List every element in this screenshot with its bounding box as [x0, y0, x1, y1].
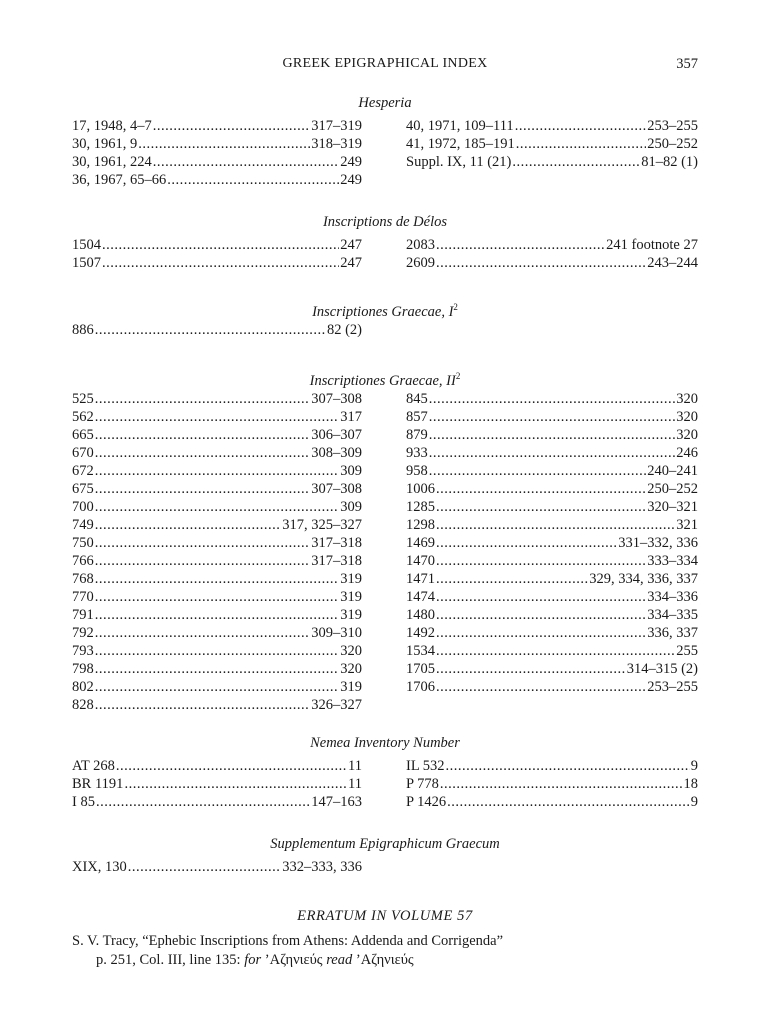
- index-entry: [406, 570, 698, 588]
- index-entry: [406, 480, 698, 498]
- dot-leader: [436, 480, 646, 498]
- dot-leader: [102, 254, 339, 272]
- entry-reference: 1706: [406, 679, 435, 695]
- entry-reference: 2609: [406, 255, 435, 271]
- index-column-left: [72, 321, 362, 339]
- entry-pages: 11: [348, 758, 362, 774]
- index-entry: [406, 426, 698, 444]
- entry-reference: 793: [72, 643, 94, 659]
- index-entry: [72, 606, 362, 624]
- index-entry: [406, 498, 698, 516]
- index-entry: [406, 462, 698, 480]
- index-entry: [72, 552, 362, 570]
- index-entry: [406, 153, 698, 171]
- index-page: [72, 0, 698, 1024]
- index-entry: [72, 321, 362, 339]
- erratum-section: [72, 906, 698, 970]
- entry-reference: 30, 1961, 224: [72, 154, 152, 170]
- dot-leader: [446, 757, 690, 775]
- index-entry: [72, 534, 362, 552]
- entry-reference: 1504: [72, 237, 101, 253]
- index-entry: [72, 498, 362, 516]
- index-section: [72, 297, 698, 339]
- index-entry: [72, 678, 362, 696]
- entry-pages: 320–321: [647, 499, 698, 515]
- entry-reference: 1534: [406, 643, 435, 659]
- entry-reference: AT 268: [72, 758, 115, 774]
- entry-reference: 1480: [406, 607, 435, 623]
- dot-leader: [95, 408, 340, 426]
- entry-reference: 1285: [406, 499, 435, 515]
- entry-pages: 9: [690, 758, 698, 774]
- index-entry: [72, 426, 362, 444]
- dot-leader: [436, 236, 605, 254]
- entry-pages: 9: [690, 794, 698, 810]
- entry-reference: 670: [72, 445, 94, 461]
- index-entry: [406, 390, 698, 408]
- dot-leader: [95, 498, 340, 516]
- entry-pages: 253–255: [647, 679, 698, 695]
- entry-pages: 320: [676, 391, 698, 407]
- entry-reference: 665: [72, 427, 94, 443]
- entry-pages: 241 footnote 27: [606, 237, 698, 253]
- index-entry: [72, 254, 362, 272]
- index-entry: [72, 117, 362, 135]
- entry-pages: 319: [340, 607, 362, 623]
- index-entry: [72, 153, 362, 171]
- section-title: [72, 733, 698, 753]
- index-section: [72, 93, 698, 189]
- entry-reference: 791: [72, 607, 94, 623]
- dot-leader: [95, 624, 311, 642]
- dot-leader: [95, 642, 340, 660]
- entry-pages: 319: [340, 571, 362, 587]
- entry-pages: 334–335: [647, 607, 698, 623]
- entry-reference: 36, 1967, 65–66: [72, 172, 167, 188]
- dot-leader: [436, 660, 626, 678]
- entry-reference: BR 1191: [72, 776, 124, 792]
- entry-reference: 792: [72, 625, 94, 641]
- entry-pages: 11: [348, 776, 362, 792]
- dot-leader: [95, 462, 340, 480]
- index-entry: [406, 642, 698, 660]
- entry-reference: 525: [72, 391, 94, 407]
- section-title: [72, 93, 698, 113]
- dot-leader: [153, 153, 340, 171]
- entry-pages: 317, 325–327: [282, 517, 362, 533]
- entry-reference: 802: [72, 679, 94, 695]
- entry-pages: 253–255: [647, 118, 698, 134]
- dot-leader: [429, 390, 676, 408]
- index-entry: [406, 534, 698, 552]
- dot-leader: [116, 757, 347, 775]
- dot-leader: [512, 153, 640, 171]
- entry-pages: 82 (2): [326, 322, 362, 338]
- entry-pages: 317: [340, 409, 362, 425]
- entry-pages: 334–336: [647, 589, 698, 605]
- entry-pages: 314–315 (2): [626, 661, 698, 677]
- dot-leader: [95, 444, 311, 462]
- index-entry: [406, 678, 698, 696]
- entry-reference: IL 532: [406, 758, 445, 774]
- dot-leader: [516, 135, 647, 153]
- index-column-left: [72, 236, 362, 272]
- entry-pages: 320: [676, 409, 698, 425]
- section-title-superscript: 2: [455, 371, 461, 381]
- section-title: [72, 834, 698, 854]
- index-section: [72, 834, 698, 876]
- entry-reference: 30, 1961, 9: [72, 136, 138, 152]
- dot-leader: [95, 480, 311, 498]
- index-entry: [406, 793, 698, 811]
- entry-pages: 147–163: [311, 794, 362, 810]
- index-entry: [406, 552, 698, 570]
- index-column-left: [72, 757, 362, 811]
- erratum-read-label: read: [326, 952, 353, 968]
- index-section: [72, 733, 698, 811]
- index-entry: [406, 444, 698, 462]
- running-header: [72, 56, 698, 76]
- entry-reference: XIX, 130: [72, 859, 127, 875]
- index-entry: [406, 135, 698, 153]
- dot-leader: [95, 606, 340, 624]
- section-title-text: Hesperia: [358, 95, 412, 111]
- index-entry: [72, 480, 362, 498]
- section-title: [72, 366, 698, 389]
- entry-pages: 81–82 (1): [641, 154, 698, 170]
- index-entry: [72, 171, 362, 189]
- dot-leader: [95, 678, 340, 696]
- entry-reference: 1705: [406, 661, 435, 677]
- index-entry: [406, 516, 698, 534]
- entry-pages: 247: [340, 237, 362, 253]
- dot-leader: [95, 552, 311, 570]
- dot-leader: [429, 426, 676, 444]
- entry-pages: 317–318: [311, 553, 362, 569]
- dot-leader: [436, 588, 646, 606]
- dot-leader: [515, 117, 647, 135]
- entry-reference: 798: [72, 661, 94, 677]
- dot-leader: [436, 552, 646, 570]
- entry-pages: 306–307: [311, 427, 362, 443]
- index-entry: [72, 570, 362, 588]
- entry-reference: 768: [72, 571, 94, 587]
- section-title-text: Inscriptiones Graecae, I: [312, 304, 454, 320]
- index-entry: [72, 624, 362, 642]
- entry-reference: 766: [72, 553, 94, 569]
- dot-leader: [167, 171, 339, 189]
- entry-reference: 1471: [406, 571, 435, 587]
- entry-reference: 1492: [406, 625, 435, 641]
- index-column-left: [72, 858, 362, 876]
- dot-leader: [95, 660, 340, 678]
- index-entry: [72, 462, 362, 480]
- index-entry: [406, 254, 698, 272]
- entry-reference: P 1426: [406, 794, 447, 810]
- dot-leader: [95, 516, 282, 534]
- entry-reference: 40, 1971, 109–111: [406, 118, 514, 134]
- dot-leader: [436, 534, 617, 552]
- dot-leader: [436, 254, 646, 272]
- entry-reference: 845: [406, 391, 428, 407]
- index-entry: [72, 775, 362, 793]
- entry-reference: 933: [406, 445, 428, 461]
- entry-reference: I 85: [72, 794, 95, 810]
- index-entry: [72, 660, 362, 678]
- entry-pages: 336, 337: [647, 625, 698, 641]
- index-column-right: [406, 757, 698, 811]
- entry-pages: 331–332, 336: [618, 535, 698, 551]
- entry-reference: 750: [72, 535, 94, 551]
- entry-reference: 1470: [406, 553, 435, 569]
- entry-reference: 857: [406, 409, 428, 425]
- dot-leader: [95, 426, 311, 444]
- index-entry: [406, 624, 698, 642]
- entry-pages: 243–244: [647, 255, 698, 271]
- index-entry: [72, 588, 362, 606]
- index-section: [72, 366, 698, 714]
- dot-leader: [96, 793, 310, 811]
- section-title-text: Nemea Inventory Number: [310, 735, 460, 751]
- index-entry: [406, 236, 698, 254]
- entry-reference: 1006: [406, 481, 435, 497]
- dot-leader: [436, 678, 646, 696]
- dot-leader: [95, 696, 311, 714]
- entry-pages: 309: [340, 499, 362, 515]
- page-number: 357: [676, 56, 698, 72]
- entry-pages: 255: [676, 643, 698, 659]
- dot-leader: [436, 570, 588, 588]
- entry-pages: 333–334: [647, 553, 698, 569]
- entry-pages: 326–327: [311, 697, 362, 713]
- index-entry: [72, 858, 362, 876]
- erratum-wrong-form: ’Αζηνιεύς: [264, 952, 323, 968]
- section-title-text: Supplementum Epigraphicum Graecum: [270, 836, 500, 852]
- entry-reference: 749: [72, 517, 94, 533]
- entry-pages: 320: [340, 661, 362, 677]
- entry-pages: 250–252: [647, 136, 698, 152]
- entry-reference: 770: [72, 589, 94, 605]
- entry-pages: 307–308: [311, 391, 362, 407]
- index-entry: [406, 775, 698, 793]
- index-entry: [406, 408, 698, 426]
- entry-reference: 886: [72, 322, 94, 338]
- erratum-correct-form: ’Αζηνιεύς: [355, 952, 414, 968]
- index-column-left: [72, 117, 362, 189]
- index-column-left: [72, 390, 362, 714]
- section-title: [72, 297, 698, 320]
- index-entry: [406, 660, 698, 678]
- entry-pages: 321: [676, 517, 698, 533]
- index-entry: [72, 444, 362, 462]
- index-entry: [406, 757, 698, 775]
- dot-leader: [124, 775, 347, 793]
- dot-leader: [436, 642, 675, 660]
- entry-pages: 319: [340, 679, 362, 695]
- dot-leader: [102, 236, 339, 254]
- erratum-location: p. 251, Col. III, line 135:: [96, 952, 245, 968]
- index-entry: [72, 390, 362, 408]
- entry-pages: 318–319: [311, 136, 362, 152]
- entry-reference: 17, 1948, 4–7: [72, 118, 152, 134]
- dot-leader: [95, 390, 311, 408]
- entry-reference: 2083: [406, 237, 435, 253]
- entry-reference: 1298: [406, 517, 435, 533]
- index-entry: [72, 408, 362, 426]
- dot-leader: [429, 408, 676, 426]
- erratum-title: ERRATUM IN VOLUME 57: [297, 908, 473, 924]
- entry-reference: 1469: [406, 535, 435, 551]
- dot-leader: [128, 858, 281, 876]
- erratum-for-label: for: [244, 952, 262, 968]
- index-column-right: [406, 390, 698, 696]
- dot-leader: [429, 462, 647, 480]
- index-entry: [406, 588, 698, 606]
- dot-leader: [440, 775, 683, 793]
- entry-pages: 319: [340, 589, 362, 605]
- dot-leader: [436, 498, 646, 516]
- entry-reference: 675: [72, 481, 94, 497]
- index-column-right: [406, 236, 698, 272]
- entry-pages: 332–333, 336: [282, 859, 362, 875]
- dot-leader: [138, 135, 310, 153]
- dot-leader: [95, 534, 311, 552]
- dot-leader: [429, 444, 676, 462]
- entry-pages: 246: [676, 445, 698, 461]
- section-title-text: Inscriptiones Graecae, II: [309, 373, 456, 389]
- entry-reference: Suppl. IX, 11 (21): [406, 154, 512, 170]
- entry-pages: 320: [340, 643, 362, 659]
- dot-leader: [153, 117, 311, 135]
- entry-pages: 18: [683, 776, 698, 792]
- dot-leader: [95, 588, 340, 606]
- entry-pages: 317–318: [311, 535, 362, 551]
- index-entry: [406, 606, 698, 624]
- section-title-text: Inscriptions de Délos: [322, 214, 448, 230]
- entry-reference: 700: [72, 499, 94, 515]
- entry-reference: 828: [72, 697, 94, 713]
- index-section: [72, 212, 698, 272]
- entry-reference: 672: [72, 463, 94, 479]
- dot-leader: [436, 624, 646, 642]
- entry-pages: 308–309: [311, 445, 362, 461]
- index-entry: [72, 793, 362, 811]
- index-entry: [72, 236, 362, 254]
- entry-pages: 317–319: [311, 118, 362, 134]
- erratum-citation: S. V. Tracy, “Ephebic Inscriptions from Athens: Addenda and Corrigenda”: [72, 933, 504, 949]
- index-column-right: [406, 117, 698, 171]
- index-entry: [72, 757, 362, 775]
- entry-pages: 309–310: [311, 625, 362, 641]
- entry-reference: 879: [406, 427, 428, 443]
- dot-leader: [447, 793, 690, 811]
- entry-reference: 41, 1972, 185–191: [406, 136, 515, 152]
- dot-leader: [436, 606, 646, 624]
- dot-leader: [95, 321, 326, 339]
- entry-pages: 307–308: [311, 481, 362, 497]
- entry-pages: 240–241: [647, 463, 698, 479]
- section-title: [72, 212, 698, 232]
- entry-pages: 250–252: [647, 481, 698, 497]
- entry-pages: 249: [340, 172, 362, 188]
- dot-leader: [95, 570, 340, 588]
- entry-pages: 309: [340, 463, 362, 479]
- dot-leader: [436, 516, 675, 534]
- entry-pages: 329, 334, 336, 337: [589, 571, 698, 587]
- entry-pages: 247: [340, 255, 362, 271]
- entry-reference: 1474: [406, 589, 435, 605]
- entry-pages: 320: [676, 427, 698, 443]
- index-entry: [72, 516, 362, 534]
- index-entry: [72, 135, 362, 153]
- index-entry: [72, 696, 362, 714]
- entry-reference: 562: [72, 409, 94, 425]
- entry-reference: 1507: [72, 255, 101, 271]
- erratum-correction: [72, 951, 698, 970]
- section-title-superscript: 2: [453, 302, 458, 312]
- running-title: GREEK EPIGRAPHICAL INDEX: [282, 56, 488, 71]
- index-entry: [72, 642, 362, 660]
- entry-reference: P 778: [406, 776, 439, 792]
- entry-pages: 249: [340, 154, 362, 170]
- index-entry: [406, 117, 698, 135]
- entry-reference: 958: [406, 463, 428, 479]
